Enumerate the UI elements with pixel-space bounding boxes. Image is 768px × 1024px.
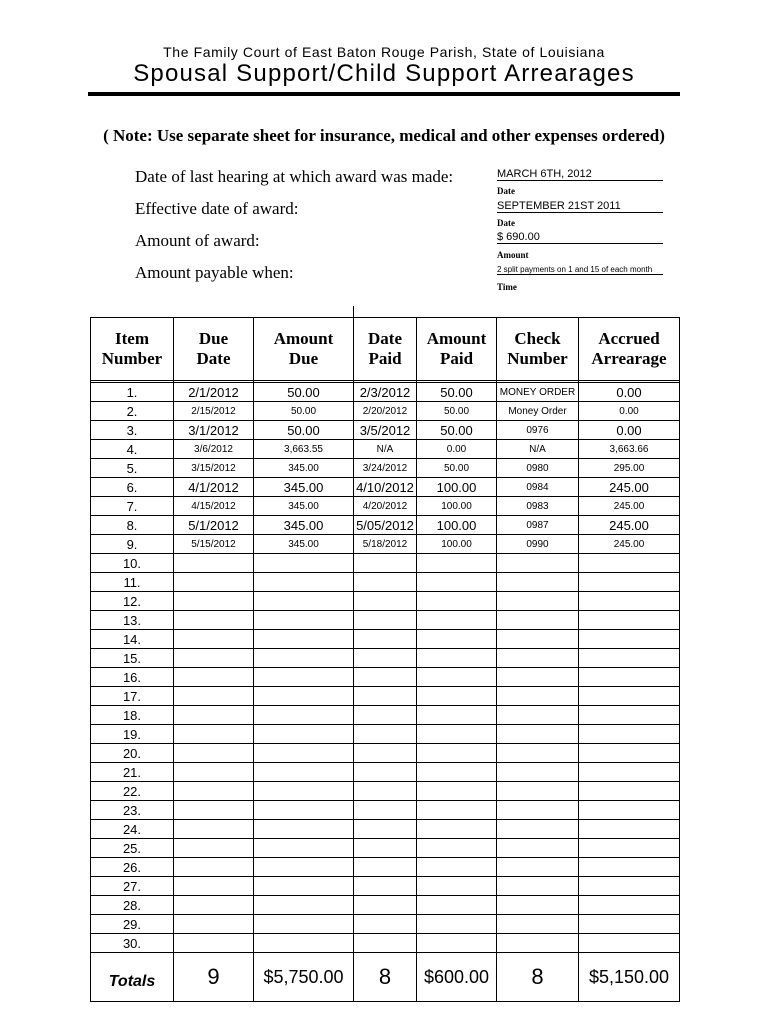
cell-date-paid xyxy=(354,725,417,744)
cell-amount-paid xyxy=(417,592,497,611)
cell-check-number xyxy=(497,668,579,687)
cell-date-paid: 2/20/2012 xyxy=(354,402,417,421)
cell-item-number: 11. xyxy=(91,573,174,592)
cell-item-number: 18. xyxy=(91,706,174,725)
cell-accrued-arrearage xyxy=(579,820,680,839)
cell-date-paid xyxy=(354,554,417,573)
cell-date-paid xyxy=(354,611,417,630)
cell-item-number: 27. xyxy=(91,877,174,896)
cell-amount-paid xyxy=(417,839,497,858)
cell-accrued-arrearage xyxy=(579,782,680,801)
cell-due-date xyxy=(174,687,254,706)
cell-accrued-arrearage: 0.00 xyxy=(579,383,680,402)
cell-due-date xyxy=(174,706,254,725)
cell-accrued-arrearage: 295.00 xyxy=(579,459,680,478)
cell-date-paid: 3/24/2012 xyxy=(354,459,417,478)
cell-date-paid: 4/20/2012 xyxy=(354,497,417,516)
cell-amount-due xyxy=(254,611,354,630)
cell-item-number: 12. xyxy=(91,592,174,611)
totals-due-count: 9 xyxy=(174,953,254,1002)
cell-check-number: MONEY ORDER xyxy=(497,383,579,402)
cell-accrued-arrearage xyxy=(579,668,680,687)
cell-accrued-arrearage xyxy=(579,630,680,649)
cell-check-number xyxy=(497,896,579,915)
cell-amount-paid: 50.00 xyxy=(417,383,497,402)
cell-due-date xyxy=(174,573,254,592)
cell-due-date xyxy=(174,763,254,782)
table-row xyxy=(91,820,680,839)
cell-accrued-arrearage: 3,663.66 xyxy=(579,440,680,459)
table-row xyxy=(91,801,680,820)
cell-accrued-arrearage xyxy=(579,687,680,706)
cell-check-number: 0990 xyxy=(497,535,579,554)
cell-accrued-arrearage xyxy=(579,611,680,630)
cell-check-number xyxy=(497,839,579,858)
cell-accrued-arrearage xyxy=(579,744,680,763)
caption-date-1: Date xyxy=(497,186,515,196)
cell-amount-due xyxy=(254,706,354,725)
cell-amount-due: 345.00 xyxy=(254,478,354,497)
table-row xyxy=(91,763,680,782)
cell-amount-paid: 100.00 xyxy=(417,497,497,516)
cell-accrued-arrearage xyxy=(579,763,680,782)
cell-date-paid xyxy=(354,896,417,915)
cell-item-number: 10. xyxy=(91,554,174,573)
arrearage-table xyxy=(90,317,680,1002)
cell-date-paid xyxy=(354,801,417,820)
table-row xyxy=(91,535,680,554)
cell-check-number xyxy=(497,573,579,592)
cell-accrued-arrearage xyxy=(579,915,680,934)
cell-due-date: 3/1/2012 xyxy=(174,421,254,440)
cell-date-paid xyxy=(354,839,417,858)
cell-accrued-arrearage xyxy=(579,858,680,877)
totals-accrued-arrearage: $5,150.00 xyxy=(579,953,680,1002)
cell-due-date xyxy=(174,820,254,839)
table-row xyxy=(91,516,680,535)
cell-due-date xyxy=(174,611,254,630)
cell-amount-due xyxy=(254,668,354,687)
cell-check-number xyxy=(497,782,579,801)
cell-due-date xyxy=(174,877,254,896)
table-row xyxy=(91,459,680,478)
table-row xyxy=(91,687,680,706)
cell-date-paid xyxy=(354,573,417,592)
table-row xyxy=(91,611,680,630)
cell-accrued-arrearage: 245.00 xyxy=(579,497,680,516)
cell-accrued-arrearage: 245.00 xyxy=(579,535,680,554)
table-row xyxy=(91,706,680,725)
court-name: The Family Court of East Baton Rouge Parish, State of Louisiana xyxy=(163,44,605,60)
cell-due-date: 5/1/2012 xyxy=(174,516,254,535)
cell-due-date xyxy=(174,744,254,763)
cell-item-number: 8. xyxy=(91,516,174,535)
label-last-hearing-date: Date of last hearing at which award was made: xyxy=(135,167,454,186)
cell-amount-paid xyxy=(417,820,497,839)
label-award-amount: Amount of award: xyxy=(135,231,260,250)
field-last-hearing-date[interactable]: MARCH 6TH, 2012 xyxy=(497,168,663,181)
cell-amount-due: 3,663.55 xyxy=(254,440,354,459)
cell-amount-due xyxy=(254,554,354,573)
cell-amount-due xyxy=(254,896,354,915)
cell-item-number: 26. xyxy=(91,858,174,877)
cell-check-number xyxy=(497,649,579,668)
caption-time: Time xyxy=(497,282,517,292)
cell-item-number: 21. xyxy=(91,763,174,782)
cell-due-date xyxy=(174,934,254,953)
table-row xyxy=(91,573,680,592)
cell-amount-paid xyxy=(417,877,497,896)
cell-check-number xyxy=(497,934,579,953)
table-row xyxy=(91,421,680,440)
cell-due-date xyxy=(174,915,254,934)
field-payable-when[interactable]: 2 split payments on 1 and 15 of each month xyxy=(497,265,663,275)
cell-date-paid xyxy=(354,668,417,687)
cell-accrued-arrearage xyxy=(579,801,680,820)
cell-amount-paid: 100.00 xyxy=(417,478,497,497)
form-title: Spousal Support/Child Support Arrearages xyxy=(133,60,635,87)
cell-accrued-arrearage: 245.00 xyxy=(579,478,680,497)
table-row xyxy=(91,478,680,497)
cell-due-date: 5/15/2012 xyxy=(174,535,254,554)
cell-accrued-arrearage xyxy=(579,839,680,858)
cell-accrued-arrearage xyxy=(579,649,680,668)
cell-amount-paid: 0.00 xyxy=(417,440,497,459)
cell-accrued-arrearage: 245.00 xyxy=(579,516,680,535)
cell-amount-paid xyxy=(417,744,497,763)
cell-item-number: 28. xyxy=(91,896,174,915)
cell-date-paid xyxy=(354,934,417,953)
cell-date-paid: N/A xyxy=(354,440,417,459)
totals-amount-due: $5,750.00 xyxy=(254,953,354,1002)
cell-date-paid xyxy=(354,877,417,896)
cell-amount-due xyxy=(254,725,354,744)
cell-amount-paid xyxy=(417,649,497,668)
cell-due-date xyxy=(174,668,254,687)
cell-amount-due xyxy=(254,573,354,592)
cell-date-paid xyxy=(354,744,417,763)
caption-amount: Amount xyxy=(497,250,529,260)
cell-check-number: Money Order xyxy=(497,402,579,421)
cell-check-number: 0983 xyxy=(497,497,579,516)
cell-amount-due: 345.00 xyxy=(254,535,354,554)
cell-amount-due xyxy=(254,782,354,801)
table-row xyxy=(91,839,680,858)
cell-check-number xyxy=(497,858,579,877)
header-amount-paid: Amount Paid xyxy=(417,318,497,381)
cell-date-paid xyxy=(354,649,417,668)
cell-amount-due xyxy=(254,687,354,706)
cell-due-date xyxy=(174,649,254,668)
cell-accrued-arrearage xyxy=(579,706,680,725)
field-effective-date[interactable]: SEPTEMBER 21ST 2011 xyxy=(497,200,663,213)
cell-amount-due xyxy=(254,858,354,877)
cell-amount-paid xyxy=(417,763,497,782)
cell-amount-due xyxy=(254,820,354,839)
cell-amount-paid xyxy=(417,725,497,744)
cell-check-number xyxy=(497,877,579,896)
cell-date-paid xyxy=(354,687,417,706)
cell-amount-due: 50.00 xyxy=(254,383,354,402)
cell-item-number: 3. xyxy=(91,421,174,440)
cell-due-date xyxy=(174,725,254,744)
cell-item-number: 29. xyxy=(91,915,174,934)
table-row xyxy=(91,782,680,801)
table-row xyxy=(91,934,680,953)
cell-due-date xyxy=(174,554,254,573)
table-row xyxy=(91,497,680,516)
cell-amount-due xyxy=(254,744,354,763)
cell-check-number xyxy=(497,687,579,706)
cell-item-number: 6. xyxy=(91,478,174,497)
cell-amount-paid xyxy=(417,554,497,573)
cell-amount-paid xyxy=(417,687,497,706)
cell-amount-paid xyxy=(417,630,497,649)
header-due-date: Due Date xyxy=(174,318,254,381)
cell-item-number: 9. xyxy=(91,535,174,554)
cell-date-paid: 2/3/2012 xyxy=(354,383,417,402)
cell-item-number: 2. xyxy=(91,402,174,421)
cell-amount-due: 50.00 xyxy=(254,402,354,421)
cell-item-number: 20. xyxy=(91,744,174,763)
table-row xyxy=(91,402,680,421)
cell-check-number xyxy=(497,630,579,649)
header-check-number: Check Number xyxy=(497,318,579,381)
field-award-amount[interactable]: $ 690.00 xyxy=(497,231,663,244)
cell-amount-paid xyxy=(417,858,497,877)
cell-amount-due xyxy=(254,915,354,934)
cell-amount-due: 345.00 xyxy=(254,459,354,478)
table-row xyxy=(91,383,680,402)
table-row xyxy=(91,649,680,668)
table-row xyxy=(91,592,680,611)
label-effective-date: Effective date of award: xyxy=(135,199,299,218)
table-row xyxy=(91,554,680,573)
cell-item-number: 13. xyxy=(91,611,174,630)
cell-item-number: 17. xyxy=(91,687,174,706)
cell-item-number: 30. xyxy=(91,934,174,953)
cell-item-number: 19. xyxy=(91,725,174,744)
header-amount-due: Amount Due xyxy=(254,318,354,381)
cell-amount-due xyxy=(254,592,354,611)
cell-accrued-arrearage xyxy=(579,592,680,611)
table-row xyxy=(91,915,680,934)
cell-date-paid xyxy=(354,820,417,839)
header-item-number: Item Number xyxy=(91,318,174,381)
table-row xyxy=(91,668,680,687)
totals-row xyxy=(91,953,680,1002)
cell-amount-due: 345.00 xyxy=(254,497,354,516)
title-rule xyxy=(88,92,680,96)
cell-amount-paid: 100.00 xyxy=(417,535,497,554)
cell-due-date xyxy=(174,896,254,915)
cell-check-number xyxy=(497,611,579,630)
cell-due-date xyxy=(174,782,254,801)
cell-due-date: 4/1/2012 xyxy=(174,478,254,497)
cell-item-number: 23. xyxy=(91,801,174,820)
cell-check-number xyxy=(497,744,579,763)
cell-amount-due: 345.00 xyxy=(254,516,354,535)
cell-amount-due xyxy=(254,649,354,668)
cell-amount-paid xyxy=(417,573,497,592)
totals-label: Totals xyxy=(91,953,174,1002)
cell-due-date xyxy=(174,630,254,649)
caption-date-2: Date xyxy=(497,218,515,228)
header-date-paid: Date Paid xyxy=(354,318,417,381)
cell-amount-paid: 100.00 xyxy=(417,516,497,535)
cell-accrued-arrearage xyxy=(579,554,680,573)
cell-due-date xyxy=(174,858,254,877)
cell-amount-due xyxy=(254,630,354,649)
cell-accrued-arrearage xyxy=(579,896,680,915)
cell-check-number: 0984 xyxy=(497,478,579,497)
cell-due-date: 2/1/2012 xyxy=(174,383,254,402)
cell-check-number: 0976 xyxy=(497,421,579,440)
cell-check-number xyxy=(497,554,579,573)
cell-check-number xyxy=(497,763,579,782)
cell-item-number: 14. xyxy=(91,630,174,649)
cell-item-number: 22. xyxy=(91,782,174,801)
cell-date-paid xyxy=(354,706,417,725)
cell-date-paid: 3/5/2012 xyxy=(354,421,417,440)
cell-due-date xyxy=(174,839,254,858)
cell-amount-due xyxy=(254,877,354,896)
cell-amount-paid: 50.00 xyxy=(417,421,497,440)
cell-due-date: 4/15/2012 xyxy=(174,497,254,516)
cell-amount-paid xyxy=(417,915,497,934)
cell-item-number: 16. xyxy=(91,668,174,687)
cell-accrued-arrearage: 0.00 xyxy=(579,402,680,421)
cell-amount-paid xyxy=(417,668,497,687)
cell-check-number: N/A xyxy=(497,440,579,459)
header-accrued-arrearage: Accrued Arrearage xyxy=(579,318,680,381)
cell-date-paid: 5/05/2012 xyxy=(354,516,417,535)
cell-amount-paid xyxy=(417,706,497,725)
cell-check-number xyxy=(497,706,579,725)
cell-check-number: 0980 xyxy=(497,459,579,478)
cell-accrued-arrearage xyxy=(579,934,680,953)
table-header-row xyxy=(91,318,680,381)
cell-amount-paid xyxy=(417,782,497,801)
cell-amount-due xyxy=(254,839,354,858)
table-row xyxy=(91,725,680,744)
cell-check-number: 0987 xyxy=(497,516,579,535)
cell-amount-due xyxy=(254,934,354,953)
table-row xyxy=(91,630,680,649)
cell-date-paid xyxy=(354,782,417,801)
cell-due-date xyxy=(174,592,254,611)
cell-date-paid: 4/10/2012 xyxy=(354,478,417,497)
totals-paid-count: 8 xyxy=(354,953,417,1002)
cell-check-number xyxy=(497,915,579,934)
cell-item-number: 24. xyxy=(91,820,174,839)
cell-amount-due xyxy=(254,763,354,782)
cell-amount-paid xyxy=(417,801,497,820)
cell-due-date: 2/15/2012 xyxy=(174,402,254,421)
cell-item-number: 1. xyxy=(91,383,174,402)
cell-item-number: 7. xyxy=(91,497,174,516)
table-row xyxy=(91,440,680,459)
cell-amount-paid xyxy=(417,934,497,953)
cell-item-number: 5. xyxy=(91,459,174,478)
cell-item-number: 15. xyxy=(91,649,174,668)
form-note: ( Note: Use separate sheet for insurance, medical and other expenses ordered) xyxy=(103,126,665,145)
label-payable-when: Amount payable when: xyxy=(135,263,294,282)
cell-check-number xyxy=(497,801,579,820)
cell-item-number: 4. xyxy=(91,440,174,459)
table-row xyxy=(91,877,680,896)
cell-date-paid xyxy=(354,592,417,611)
cell-date-paid xyxy=(354,915,417,934)
cell-amount-paid xyxy=(417,896,497,915)
cell-amount-paid: 50.00 xyxy=(417,459,497,478)
table-row xyxy=(91,744,680,763)
cell-amount-due: 50.00 xyxy=(254,421,354,440)
totals-amount-paid: $600.00 xyxy=(417,953,497,1002)
cell-date-paid xyxy=(354,630,417,649)
cell-date-paid xyxy=(354,763,417,782)
cell-check-number xyxy=(497,820,579,839)
cell-accrued-arrearage: 0.00 xyxy=(579,421,680,440)
cell-accrued-arrearage xyxy=(579,877,680,896)
cell-due-date: 3/6/2012 xyxy=(174,440,254,459)
cell-check-number xyxy=(497,592,579,611)
cell-due-date xyxy=(174,801,254,820)
cell-amount-paid: 50.00 xyxy=(417,402,497,421)
cell-due-date: 3/15/2012 xyxy=(174,459,254,478)
cell-amount-due xyxy=(254,801,354,820)
cell-accrued-arrearage xyxy=(579,573,680,592)
cell-item-number: 25. xyxy=(91,839,174,858)
cell-check-number xyxy=(497,725,579,744)
cell-amount-paid xyxy=(417,611,497,630)
cell-date-paid xyxy=(354,858,417,877)
totals-check-count: 8 xyxy=(497,953,579,1002)
table-row xyxy=(91,896,680,915)
cell-date-paid: 5/18/2012 xyxy=(354,535,417,554)
table-row xyxy=(91,858,680,877)
cell-accrued-arrearage xyxy=(579,725,680,744)
